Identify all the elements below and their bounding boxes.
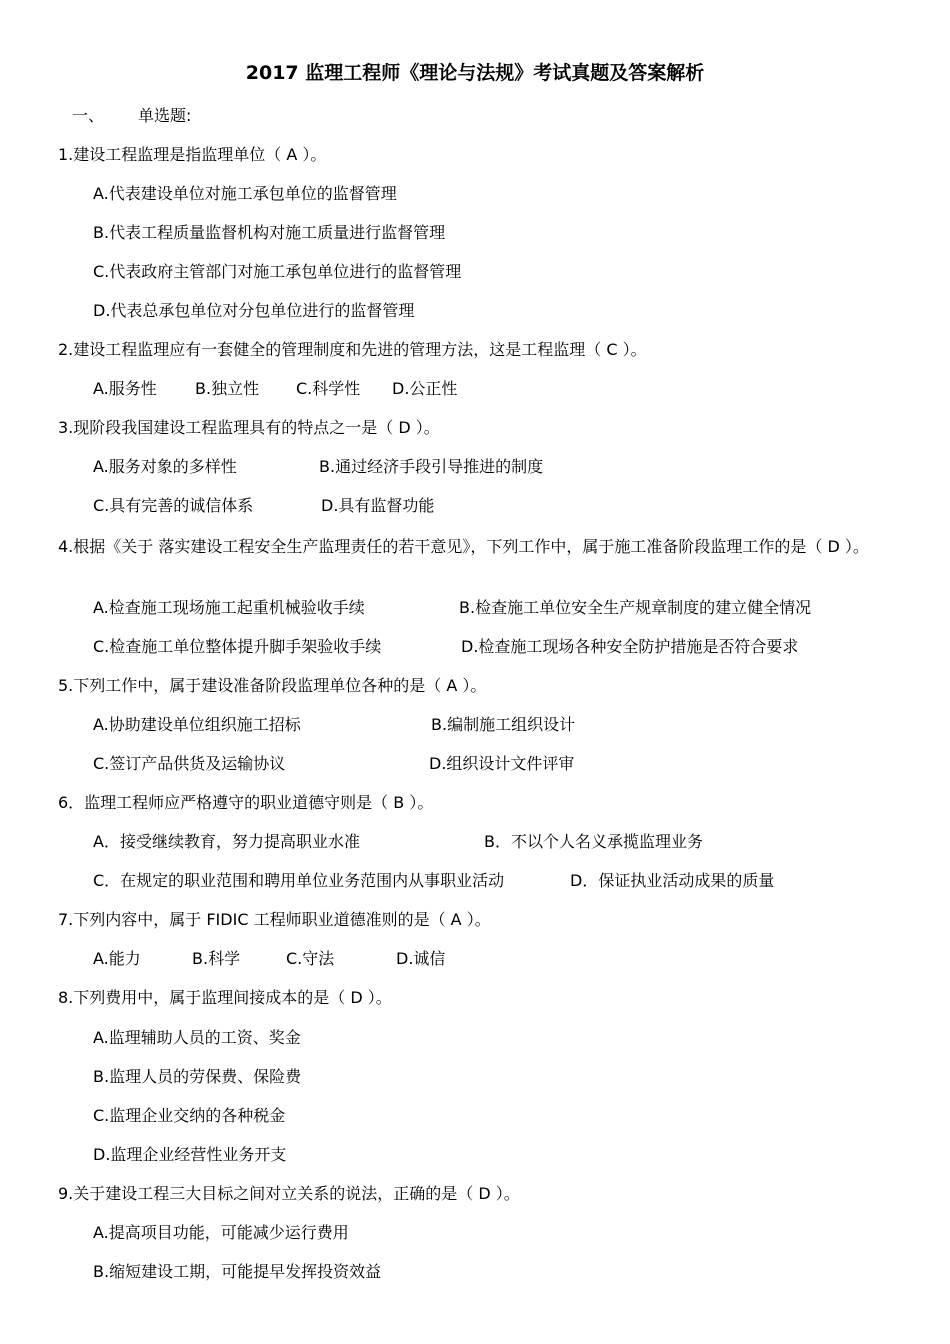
question-6-option-a: A．接受继续教育，努力提高职业水准 (93, 832, 360, 851)
question-4-option-c: C.检查施工单位整体提升脚手架验收手续 (93, 637, 382, 656)
question-5-option-a: A.协助建设单位组织施工招标 (93, 715, 301, 734)
question-3-option-c: C.具有完善的诚信体系 (93, 496, 254, 515)
question-9-stem: 9.关于建设工程三大目标之间对立关系的说法，正确的是（ D ）。 (58, 1184, 520, 1203)
question-9-option-a: A.提高项目功能，可能减少运行费用 (93, 1223, 349, 1242)
question-3-options-row2 (93, 494, 434, 518)
question-8-stem: 8.下列费用中，属于监理间接成本的是（ D ）。 (58, 988, 392, 1007)
question-2-stem: 2.建设工程监理应有一套健全的管理制度和先进的管理方法，这是工程监理（ C ）。 (58, 340, 647, 359)
question-3-stem: 3.现阶段我国建设工程监理具有的特点之一是（ D ）。 (58, 418, 440, 437)
section-heading (72, 104, 191, 128)
question-7-option-c: C.守法 (286, 949, 335, 968)
question-4-option-d: D.检查施工现场各种安全防护措施是否符合要求 (461, 637, 799, 656)
question-3-options-row1 (93, 455, 543, 479)
question-7-option-b: B.科学 (192, 949, 241, 968)
question-4-options-row2 (93, 635, 798, 659)
question-2-option-d: D.公正性 (392, 379, 458, 398)
question-8-option-c: C.监理企业交纳的各种税金 (93, 1106, 286, 1125)
question-3-option-a: A.服务对象的多样性 (93, 457, 237, 476)
question-6-option-b: B．不以个人名义承揽监理业务 (484, 832, 703, 851)
question-1-option-c: C.代表政府主管部门对施工承包单位进行的监督管理 (93, 262, 462, 281)
question-2-option-c: C.科学性 (296, 379, 361, 398)
question-4-option-a: A.检查施工现场施工起重机械验收手续 (93, 598, 365, 617)
question-5-option-b: B.编制施工组织设计 (431, 715, 576, 734)
question-5-options-row1 (93, 713, 575, 737)
document-title: 2017 监理工程师《理论与法规》考试真题及答案解析 (245, 62, 705, 84)
section-label: 单选题: (138, 106, 192, 125)
question-1-option-a: A.代表建设单位对施工承包单位的监督管理 (93, 184, 397, 203)
question-8-option-b: B.监理人员的劳保费、保险费 (93, 1067, 302, 1086)
question-7-option-d: D.诚信 (396, 949, 446, 968)
question-8-option-a: A.监理辅助人员的工资、奖金 (93, 1028, 301, 1047)
question-1-option-d: D.代表总承包单位对分包单位进行的监督管理 (93, 301, 415, 320)
question-7-option-a: A.能力 (93, 949, 141, 968)
question-7-stem: 7.下列内容中，属于 FIDIC 工程师职业道德准则的是（ A ）。 (58, 910, 491, 929)
question-3-option-d: D.具有监督功能 (321, 496, 435, 515)
question-3-option-b: B.通过经济手段引导推进的制度 (319, 457, 544, 476)
question-2-option-a: A.服务性 (93, 379, 157, 398)
question-6-option-c: C．在规定的职业范围和聘用单位业务范围内从事职业活动 (93, 871, 505, 890)
question-1-stem: 1.建设工程监理是指监理单位（ A ）。 (58, 145, 327, 164)
question-1-option-b: B.代表工程质量监督机构对施工质量进行监督管理 (93, 223, 446, 242)
question-5-stem: 5.下列工作中，属于建设准备阶段监理单位各种的是（ A ）。 (58, 676, 487, 695)
question-7-options (93, 947, 445, 971)
question-5-option-d: D.组织设计文件评审 (429, 754, 575, 773)
question-6-stem: 6．监理工程师应严格遵守的职业道德守则是（ B ）。 (58, 793, 434, 812)
question-5-option-c: C.签订产品供货及运输协议 (93, 754, 286, 773)
question-4-stem: 4.根据《关于 落实建设工程安全生产监理责任的若干意见》，下列工作中，属于施工准备阶段监理工作的是（ D ）。 (58, 537, 869, 556)
question-4-option-b: B.检查施工单位安全生产规章制度的建立健全情况 (459, 598, 812, 617)
question-2-option-b: B.独立性 (195, 379, 260, 398)
question-6-options-row1 (93, 830, 703, 854)
question-6-options-row2 (93, 869, 774, 893)
question-4-options-row1 (93, 596, 811, 620)
question-2-options (93, 377, 457, 401)
section-number: 一、 (72, 106, 105, 125)
question-9-option-b: B.缩短建设工期，可能提早发挥投资效益 (93, 1262, 382, 1281)
question-8-option-d: D.监理企业经营性业务开支 (93, 1145, 287, 1164)
question-6-option-d: D．保证执业活动成果的质量 (570, 871, 775, 890)
question-5-options-row2 (93, 752, 574, 776)
